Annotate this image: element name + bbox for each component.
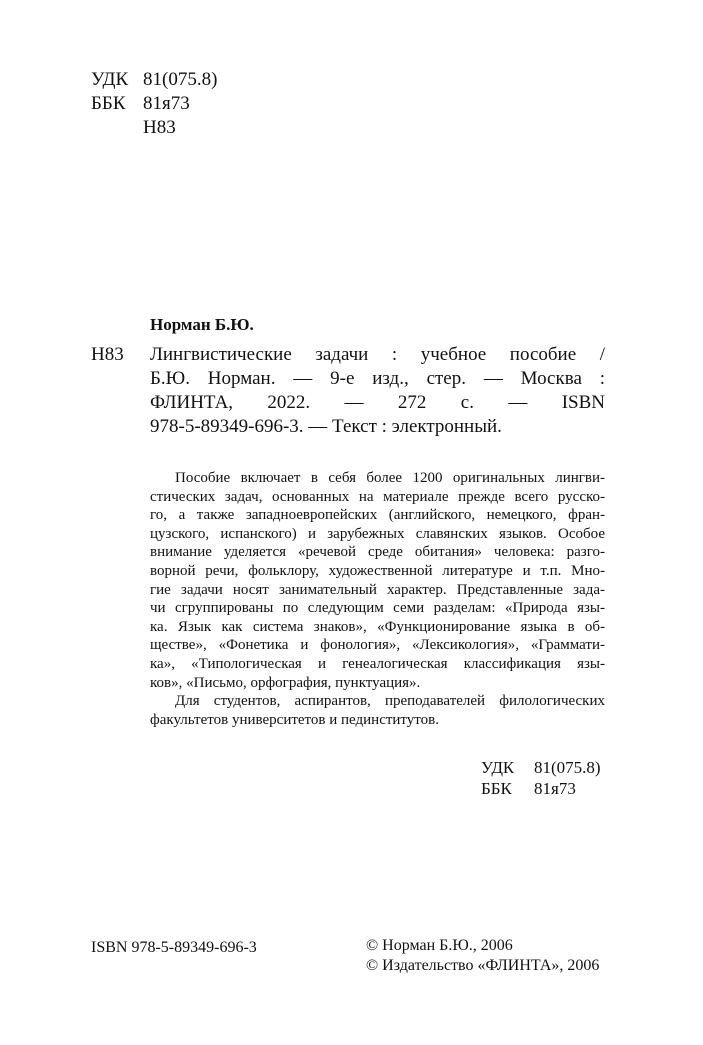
- biblio-line: ФЛИНТА, 2022. — 272 с. — ISBN: [150, 392, 605, 413]
- udk-label: УДК: [481, 758, 515, 777]
- cutter-mark: Н83: [91, 344, 124, 365]
- author-heading: Норман Б.Ю.: [150, 315, 254, 334]
- cutter-code: Н83: [143, 117, 176, 138]
- annotation-line: факультетов университетов и пединститутов.: [150, 711, 439, 728]
- bbk-label: ББК: [481, 779, 512, 798]
- udk-label: УДК: [91, 69, 129, 90]
- udk-value: 81(075.8): [143, 69, 218, 90]
- biblio-line: Лингвистические задачи : учебное пособие /: [150, 344, 605, 365]
- bbk-row: [91, 92, 217, 116]
- annotation-line: ка», «Типологическая и генеалогическая классификация язы-: [150, 655, 605, 672]
- classification-codes-top: [91, 68, 217, 140]
- bibliographic-record: [150, 343, 605, 439]
- annotation-line: ществе», «Фонетика и фонология», «Лексикология», «Граммати-: [150, 637, 605, 654]
- annotation-line: ков», «Письмо, орфография, пунктуация».: [150, 674, 421, 691]
- classification-codes-bottom: [481, 757, 601, 799]
- bbk-label: ББК: [91, 93, 126, 114]
- copyright-line-author: © Норман Б.Ю., 2006: [366, 937, 513, 954]
- biblio-line: 978-5-89349-696-3. — Текст : электронный.: [150, 416, 502, 437]
- udk-row: [91, 68, 217, 92]
- udk-row: [481, 757, 601, 778]
- annotation-line: стических задач, основанных на материале прежде всего русско-: [150, 488, 605, 505]
- annotation-line: цузского, испанского) и зарубежных славянских языков. Особое: [150, 525, 605, 542]
- annotation: [150, 469, 605, 729]
- biblio-line: Б.Ю. Норман. — 9-е изд., стер. — Москва :: [150, 368, 605, 389]
- annotation-line: внимание уделяется «речевой среде обитания» человека: разго-: [150, 544, 605, 561]
- annotation-line: Пособие включает в себя более 1200 оригинальных лингви-: [175, 470, 605, 486]
- bbk-row: [481, 778, 601, 799]
- bbk-value: 81я73: [143, 93, 190, 114]
- copyright-block: [366, 936, 599, 976]
- bbk-value: 81я73: [534, 779, 576, 798]
- cutter-row: [91, 116, 217, 140]
- annotation-line: ворной речи, фольклору, художественной литературе и т.п. Мно-: [150, 562, 605, 579]
- annotation-line: Для студентов, аспирантов, преподавателей филологических: [175, 693, 605, 710]
- annotation-line: ка. Язык как система знаков», «Функционирование языка в об-: [150, 618, 605, 635]
- annotation-line: гие задачи носят занимательный характер. Представленные зада-: [150, 581, 605, 598]
- annotation-line: го, а также западноевропейских (английского, немецкого, фран-: [150, 507, 605, 524]
- isbn-footer: ISBN 978-5-89349-696-3: [91, 939, 257, 956]
- annotation-line: чи сгруппированы по следующим семи разделам: «Природа язы-: [150, 600, 605, 617]
- udk-value: 81(075.8): [534, 758, 601, 777]
- copyright-line-publisher: © Издательство «ФЛИНТА», 2006: [366, 957, 600, 974]
